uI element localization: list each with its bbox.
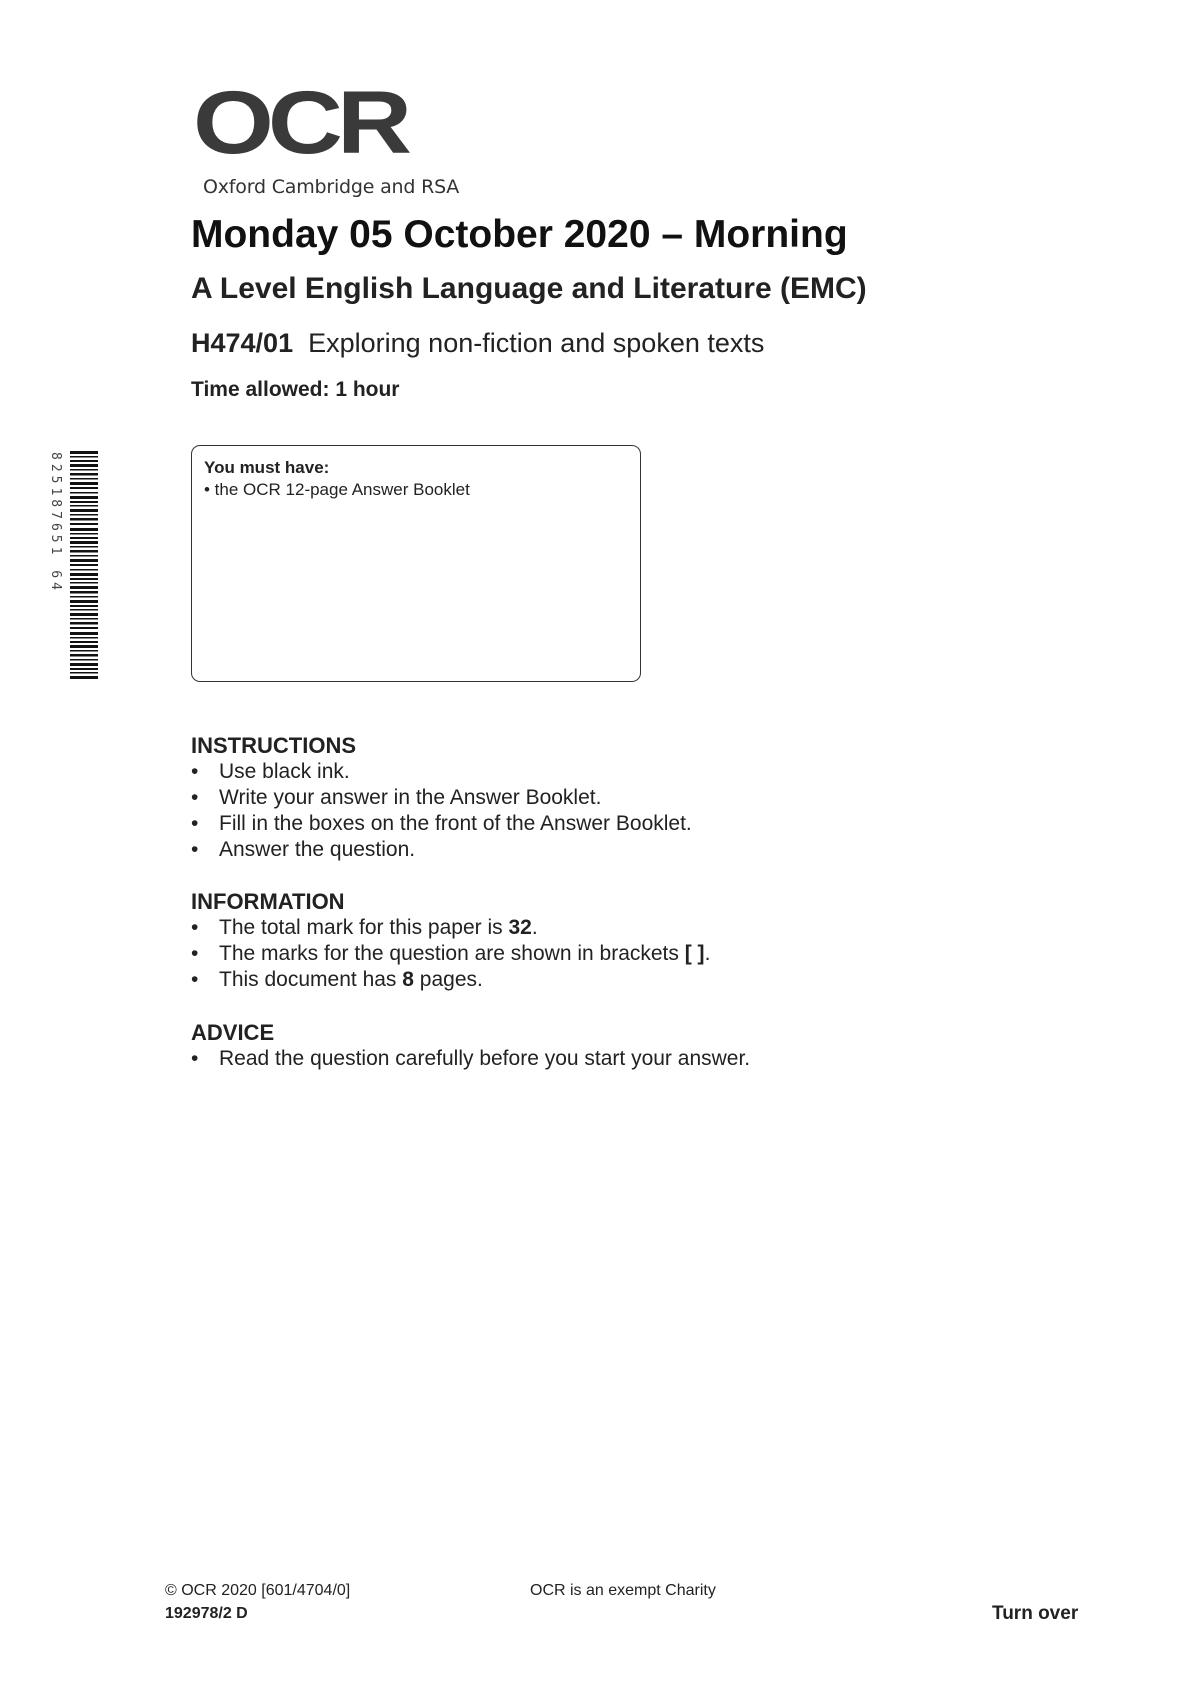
list-item: • Read the question carefully before you start your answer. <box>191 1046 1091 1072</box>
advice-heading: ADVICE <box>191 1020 275 1045</box>
barcode-digits: 825187651 64 <box>48 452 63 594</box>
advice-section <box>191 1020 1091 1072</box>
information-section <box>191 889 1091 993</box>
information-heading: INFORMATION <box>191 889 345 914</box>
barcode-icon <box>70 451 98 681</box>
qualification-title: A Level English Language and Literature (EMC) <box>191 272 867 305</box>
list-item: • Write your answer in the Answer Booklet. <box>191 785 1091 811</box>
list-item <box>191 967 1091 993</box>
ocr-logo-subtitle: Oxford Cambridge and RSA <box>203 176 460 198</box>
requirements-heading: You must have: <box>204 458 330 477</box>
exam-date: Monday 05 October 2020 – Morning <box>191 213 848 256</box>
total-mark-suffix: . <box>531 916 538 939</box>
footer-copyright: © OCR 2020 [601/4704/0] <box>165 1582 351 1599</box>
instructions-section <box>191 733 1091 863</box>
information-list <box>191 915 1091 993</box>
pages-text: This document has <box>219 968 403 991</box>
unit-title: Exploring non-fiction and spoken texts <box>308 328 765 358</box>
pages-count: 8 <box>402 968 414 991</box>
turn-over-label: Turn over <box>992 1603 1079 1624</box>
list-item <box>191 941 1091 967</box>
ocr-logo: OCR <box>193 72 407 173</box>
instructions-list <box>191 759 1091 863</box>
footer-charity: OCR is an exempt Charity <box>530 1582 716 1599</box>
list-item: • Use black ink. <box>191 759 1091 785</box>
instructions-heading: INSTRUCTIONS <box>191 733 356 758</box>
total-mark-value: 32 <box>508 916 532 939</box>
list-item <box>191 915 1091 941</box>
brackets-suffix: . <box>704 942 711 965</box>
advice-list <box>191 1046 1091 1072</box>
requirements-item: • the OCR 12-page Answer Booklet <box>204 480 470 499</box>
list-item: • Answer the question. <box>191 837 1091 863</box>
pages-suffix: pages. <box>413 968 483 991</box>
list-item: • Fill in the boxes on the front of the Answer Booklet. <box>191 811 1091 837</box>
unit-code: H474/01 <box>191 328 294 358</box>
time-allowed: Time allowed: 1 hour <box>191 378 400 401</box>
brackets-symbol: [ ] <box>684 942 705 965</box>
brackets-text: The marks for the question are shown in brackets <box>219 942 685 965</box>
total-mark-text: The total mark for this paper is <box>219 916 509 939</box>
unit-line <box>191 328 764 359</box>
footer-reference: 192978/2 D <box>165 1605 248 1622</box>
